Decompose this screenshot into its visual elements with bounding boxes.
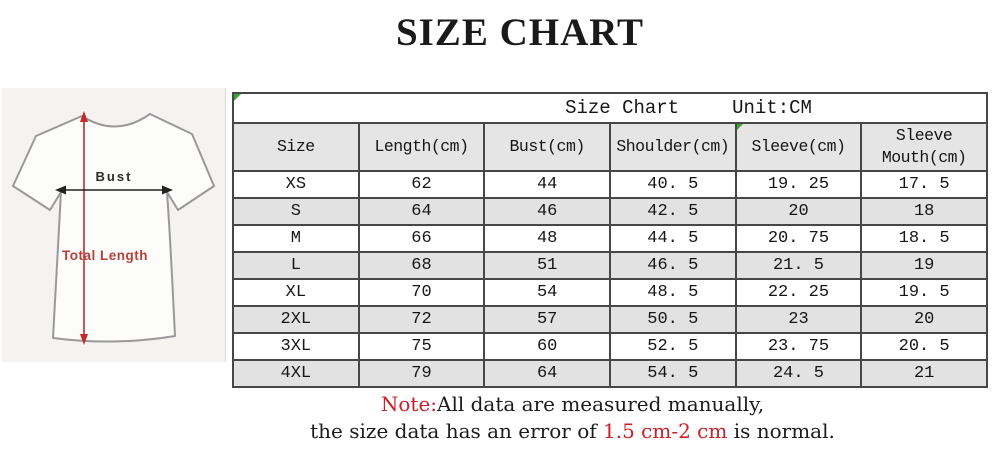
size-cell: 3XL (233, 333, 359, 360)
size-row-xs (233, 171, 987, 198)
total-length-label: Total Length (62, 248, 148, 263)
value-cell: 51 (484, 252, 610, 279)
value-cell: 18 (861, 198, 987, 225)
page-title: SIZE CHART (395, 11, 645, 54)
value-cell: 54. 5 (610, 360, 736, 387)
value-cell: 62 (359, 171, 485, 198)
value-cell: 21 (861, 360, 987, 387)
value-cell: 19. 5 (861, 279, 987, 306)
value-cell: 72 (359, 306, 485, 333)
size-cell: XS (233, 171, 359, 198)
note-line2-suffix: is normal. (727, 419, 835, 443)
value-cell: 18. 5 (861, 225, 987, 252)
size-table-container (232, 92, 988, 388)
value-cell: 60 (484, 333, 610, 360)
column-header-length-cm: Length(cm) (359, 123, 485, 171)
size-cell: 2XL (233, 306, 359, 333)
column-header-row (233, 123, 987, 171)
value-cell: 20. 5 (861, 333, 987, 360)
value-cell: 57 (484, 306, 610, 333)
value-cell: 46. 5 (610, 252, 736, 279)
column-header-bust-cm: Bust(cm) (484, 123, 610, 171)
size-row-xl (233, 279, 987, 306)
table-title: Size Chart (565, 97, 680, 119)
value-cell: 20. 75 (736, 225, 862, 252)
value-cell: 21. 5 (736, 252, 862, 279)
value-cell: 52. 5 (610, 333, 736, 360)
column-header-sleeve-cm: Sleeve(cm) (736, 123, 862, 171)
value-cell: 66 (359, 225, 485, 252)
measurement-note (0, 391, 1000, 445)
value-cell: 48. 5 (610, 279, 736, 306)
size-row-l (233, 252, 987, 279)
column-header-size: Size (233, 123, 359, 171)
tshirt-measurement-diagram (2, 88, 226, 362)
size-row-4xl (233, 360, 987, 387)
value-cell: 79 (359, 360, 485, 387)
value-cell: 17. 5 (861, 171, 987, 198)
tshirt-diagram-graphic (2, 88, 225, 362)
value-cell: 70 (359, 279, 485, 306)
size-cell: L (233, 252, 359, 279)
value-cell: 24. 5 (736, 360, 862, 387)
bust-label: Bust (95, 169, 133, 184)
size-cell: XL (233, 279, 359, 306)
column-header-shoulder-cm: Shoulder(cm) (610, 123, 736, 171)
size-row-3xl (233, 333, 987, 360)
size-row-m (233, 225, 987, 252)
size-row-2xl (233, 306, 987, 333)
value-cell: 23. 75 (736, 333, 862, 360)
size-table (232, 92, 988, 388)
table-title-row (233, 93, 987, 123)
note-line1: All data are measured manually, (437, 392, 765, 416)
value-cell: 64 (359, 198, 485, 225)
value-cell: 48 (484, 225, 610, 252)
value-cell: 20 (736, 198, 862, 225)
value-cell: 20 (861, 306, 987, 333)
value-cell: 19. 25 (736, 171, 862, 198)
value-cell: 64 (484, 360, 610, 387)
column-header-sleeve-mouth-cm: Sleeve Mouth(cm) (861, 123, 987, 171)
value-cell: 46 (484, 198, 610, 225)
value-cell: 42. 5 (610, 198, 736, 225)
size-cell: S (233, 198, 359, 225)
value-cell: 44 (484, 171, 610, 198)
size-row-s (233, 198, 987, 225)
value-cell: 22. 25 (736, 279, 862, 306)
tshirt-outline (13, 114, 214, 342)
value-cell: 23 (736, 306, 862, 333)
value-cell: 54 (484, 279, 610, 306)
value-cell: 50. 5 (610, 306, 736, 333)
size-cell: M (233, 225, 359, 252)
note-error-range: 1.5 cm-2 cm (603, 419, 728, 443)
table-unit: Unit:CM (732, 97, 812, 119)
note-line2-prefix: the size data has an error of (310, 419, 603, 443)
value-cell: 44. 5 (610, 225, 736, 252)
value-cell: 40. 5 (610, 171, 736, 198)
size-cell: 4XL (233, 360, 359, 387)
value-cell: 75 (359, 333, 485, 360)
table-title-cell (233, 93, 987, 123)
value-cell: 68 (359, 252, 485, 279)
note-label: Note: (380, 392, 438, 416)
value-cell: 19 (861, 252, 987, 279)
